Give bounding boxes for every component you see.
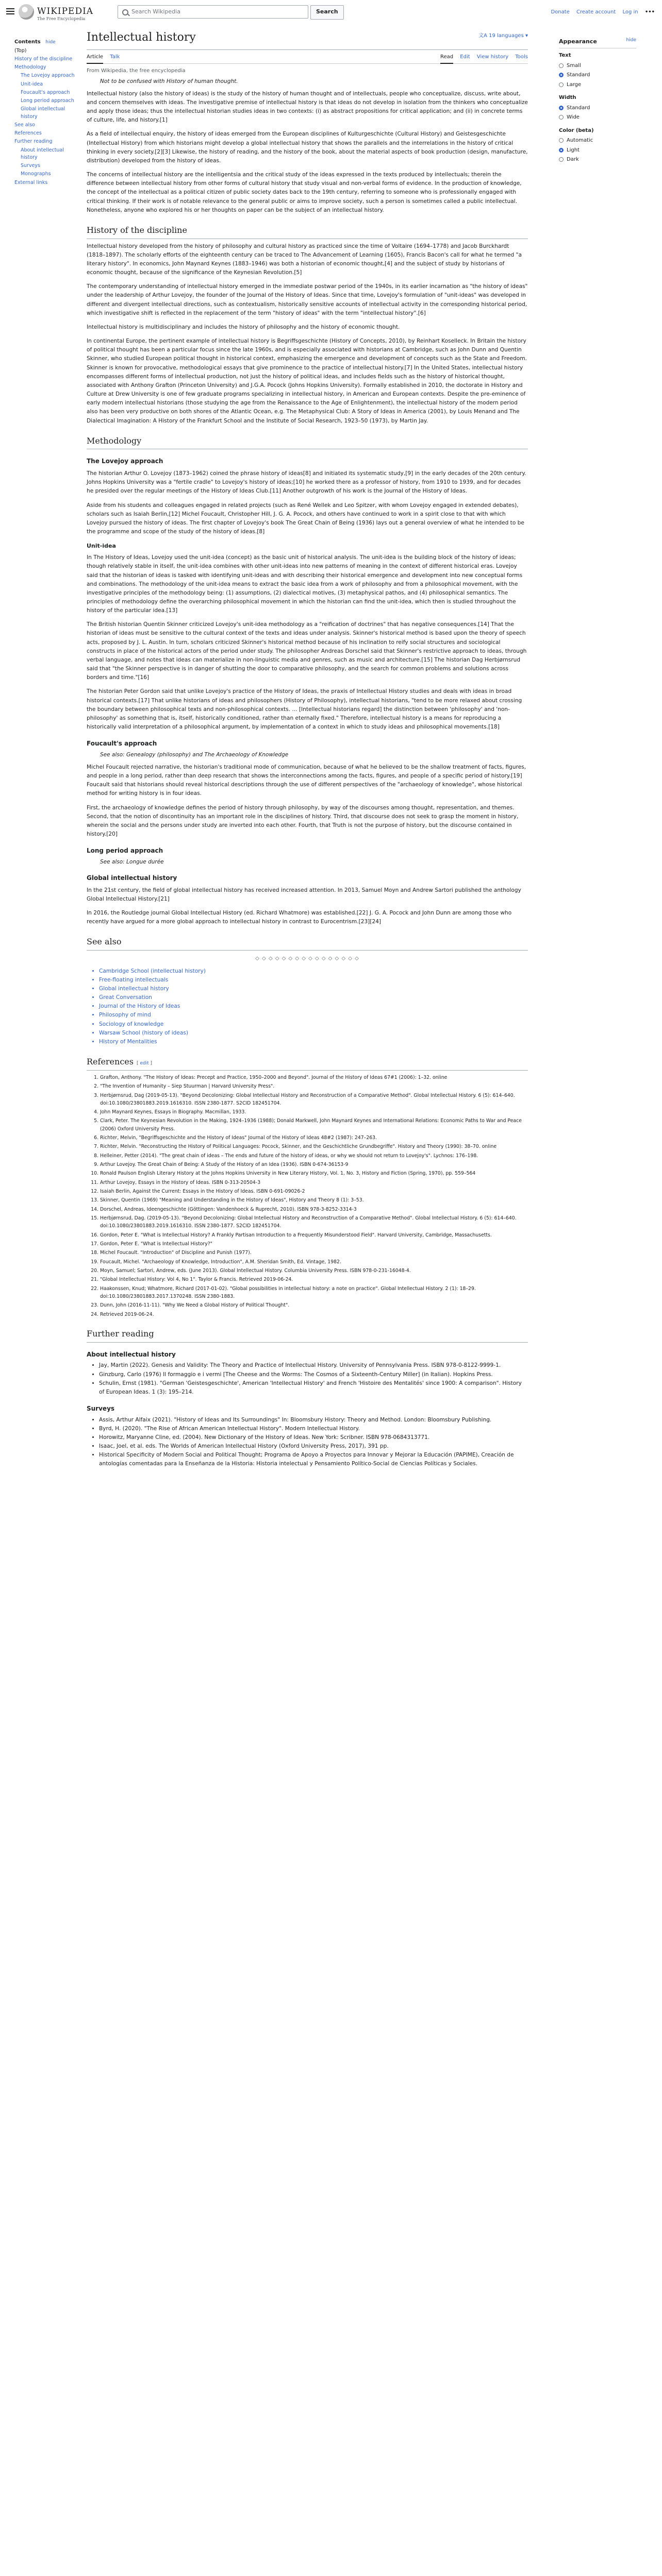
radio-icon[interactable] [559,115,564,120]
page-tabs [87,50,528,64]
reference-item: 14. Dorschel, Andreas, Ideengeschichte (Göttingen: Vandenhoeck & Ruprecht, 2010). ISBN 978-3-8252-3314-3 [100,1206,528,1213]
toc-item[interactable]: About intellectual history [21,147,64,160]
unit-idea-paragraph: In The History of Ideas, Lovejoy used the unit-idea (concept) as the basic unit of historical analysis. The unit-idea is the building block of the history of ideas; though relatively stable in itself, the unit-idea combines with other unit-ideas into new patterns of meaning in the context of different historical eras. Lovejoy said that the historian of ideas is tasked with identifying unit-ideas and with describing their historical emergence and development into new conceptual forms and combinations. The methodology of the unit-idea means to extract the basic idea from a work of philosophy and from a philosophical movement, with the investigative principles of the methodology being: (1) assumptions, (2) dialectical motives, (3) metaphysical pathos, and (4) philosophical semantics. The principles of methodology define the overarching philosophical movement in which the historian can find the unit-idea, which then is studied throughout the history of the particular idea.[13] [87,554,523,614]
see-also-item[interactable]: • Cambridge School (intellectual history) [99,967,528,976]
search-placeholder: Search Wikipedia [131,8,180,15]
see-also-item[interactable]: • Free-floating intellectuals [99,976,528,985]
appearance-option[interactable] [559,71,636,79]
reference-item: 20. Moyn, Samuel; Sartori, Andrew, eds. (June 2013). Global Intellectual History. Columbia University Press. ISBN 978-0-231-16048-4. [100,1267,528,1275]
reference-item: 21. "Global Intellectual History: Vol 4, No 1". Taylor & Francis. Retrieved 2019-06-24. [100,1276,528,1283]
appearance-group [559,52,636,89]
main-menu-icon[interactable] [6,8,14,14]
further-reading-item: • Jay, Martin (2022). Genesis and Validity: The Theory and Practice of Intellectual History. University of Pennsylvania Press. ISBN 978-0-8122-9999-1. [99,1361,528,1370]
reference-item: 23. Dunn, John (2016-11-11). "Why We Need a Global History of Political Thought". [100,1301,528,1309]
appearance-option-label: Standard [567,72,590,78]
reference-item: 17. Gordon, Peter E. "What is Intellectual History?" [100,1240,528,1248]
appearance-option[interactable] [559,146,636,155]
wikipedia-logo[interactable] [19,4,34,20]
wikipedia-wordmark[interactable]: WIKIPEDIA [37,6,94,16]
appearance-option[interactable] [559,62,636,70]
more-options-icon[interactable]: ••• [644,9,655,15]
surveys-list [87,1416,528,1469]
radio-icon[interactable] [559,63,564,68]
appearance-group-label: Width [559,95,576,101]
reference-item: 9. Arthur Lovejoy. The Great Chain of Being: A Study of the History of an Idea (1936). ISBN 0-674-36153-9 [100,1161,528,1168]
toc-item[interactable]: (Top) [14,47,27,54]
further-reading-item: • Assis, Arthur Alfaix (2021). "History of Ideas and Its Surroundings" In: Bloomsbury History: Theory and Method. London: Bloomsbury Publishing. [99,1416,528,1425]
lead-paragraph: The concerns of intellectual history are the intelligentsia and the critical study of the ideas expressed in the texts produced by intellectuals; therein the difference between intellectual history from other forms of cultural history that study visual and non-verbal forms of evidence. In the production of knowledge, the concept of the intellectual as a political citizen of public society dates back to the 19th century, referring to someone who is professionally engaged with critical thinking. If their work is of notable relevance to the general public or aims to improve society, such a person is sometimes called a public intellectual. Nonetheless, anyone who explored his or her thoughts on paper can be the subject of an intellectual history. [87,172,522,213]
further-reading-item: • Historical Specificity of Modern Social and Political Thought; Programa de Apoyo a Proyectos para Innovar y Mejorar la Educación (PAPIME), Creación de antologías comentadas para la Enseñanza de la Historia: Historia intelectual y Pensamiento Político-Social de Ciencias Políticas y Sociales. [99,1451,528,1468]
see-also-item[interactable]: • Sociology of knowledge [99,1020,528,1029]
tab-read[interactable]: Read [440,50,453,64]
subsection-heading-long-period: Long period approach [87,847,163,855]
lead-paragraph: As a field of intellectual enquiry, the history of ideas emerged from the European disciplines of Kulturgeschichte (Cultural History) and Geistesgeschichte (Intellectual History) from which historians might develop a global intellectual history that shows the parallels and the interrelations in the history of critical thinking in every society.[2][3] Likewise, the history of reading, and the history of the book, about the material aspects of book production (design, manufacture, distribution) developed from the history of ideas. [87,131,528,164]
history-paragraph: The contemporary understanding of intellectual history emerged in the immediate postwar period of the 1940s, in its earlier incarnation as "the history of ideas" under the leadership of Arthur Lovejoy, the founder of the Journal of the History of Ideas. Since that time, Lovejoy's formulation of "unit-ideas" was developed in different and divergent intellectual directions, such as contextualism, historically sensitive accounts of intellectual activity in the corresponding historical period, which investigative shift is reflected in the replacement of the term "history of ideas" with the term "intellectual history".[6] [87,283,528,316]
subsection-heading-about: About intellectual history [87,1350,176,1358]
appearance-group-label: Color (beta) [559,127,594,133]
appearance-option[interactable] [559,104,636,112]
further-reading-item: • Isaac, Joel, et al. eds. The Worlds of American Intellectual History (Oxford University Press, 2017), 391 pp. [99,1442,528,1451]
language-button[interactable]: 文A 19 languages ▾ [478,33,528,39]
radio-icon[interactable] [559,138,564,143]
toc-item[interactable]: Foucault's approach [21,89,70,95]
tab-edit[interactable]: Edit [460,54,470,60]
appearance-option-label: Dark [567,157,579,163]
reference-item: 3. Herbjørnsrud, Dag (2019-05-13). "Beyond Decolonizing: Global Intellectual History and Reconstruction of a Comparative Method". Global Intellectual History. 6 (5): 614–640. doi:10.1080/23801883.2019.1616310. ISSN 2380-1877. S2CID 182451704. [100,1092,528,1108]
radio-icon[interactable] [559,157,564,162]
create-account-link[interactable]: Create account [576,9,616,15]
about-list [87,1361,528,1397]
reference-item: 8. Helleiner, Petter (2014). "The great chain of ideas – The ends and future of the history of ideas, or why we should not return to Lovejoy's". Lychnos: 176–198. [100,1152,528,1160]
further-reading-item: • Schulin, Ernst (1981). "German 'Geistesgeschichte', American 'Intellectual History' and French 'Histoire des Mentalités' since 1900: A comparison". History of European Ideas. 1 (3): 195–214. [99,1379,528,1397]
subsection-heading-surveys: Surveys [87,1405,115,1413]
appearance-option-label: Light [567,147,580,153]
toc-hide-button[interactable]: hide [45,40,56,45]
reference-item: 10. Ronald Paulson English Literary History at the Johns Hopkins University in New Literary History, Vol. 1, No. 3, History and Fiction (Spring, 1970), pp. 559–564 [100,1170,528,1177]
reference-item: 5. Clark, Peter. The Keynesian Revolution in the Making, 1924–1936 (1988); Donald Markwell, John Maynard Keynes and International Relations: Economic Paths to War and Peace (2006) Oxford University Press. [100,1117,528,1133]
radio-icon[interactable] [559,148,564,152]
see-also-item[interactable]: • Warsaw School (history of ideas) [99,1029,528,1038]
subsection-heading-global: Global intellectual history [87,874,177,882]
reference-item: 7. Richter, Melvin. "Reconstructing the History of Political Languages: Pocock, Skinner, and the Geschichtliche Grundbegriffe". History and Theory (1990): 38–70. online [100,1143,528,1150]
reference-item: 4. John Maynard Keynes, Essays in Biography. Macmillan, 1933. [100,1108,528,1116]
page-title: Intellectual history [87,27,528,50]
further-reading-item: • Ginzburg, Carlo (1976) Il formaggio e i vermi [The Cheese and the Worms: The Cosmos of a Sixteenth-Century Miller] (in Italian). Hopkins Press. [99,1370,528,1379]
section-heading-methodology: Methodology [87,435,528,450]
subsection-heading-unit-idea: Unit-idea [87,543,116,550]
section-heading-further-reading: Further reading [87,1328,528,1343]
see-also-item[interactable]: • Philosophy of mind [99,1011,528,1020]
references-edit-link[interactable]: edit [140,1061,149,1066]
toc-item[interactable]: Further reading [14,139,53,145]
main-content [87,27,528,1473]
site-header [0,0,662,26]
toc-item[interactable]: See also [14,122,35,128]
section-heading-history: History of the discipline [87,224,528,239]
wikipedia-tagline: The Free Encyclopedia [37,16,86,21]
see-also-item[interactable]: • Journal of the History of Ideas [99,1002,528,1011]
toc-item[interactable]: The Lovejoy approach [21,73,75,79]
global-paragraph: In the 21st century, the field of global intellectual history has received increased attention. In 2013, Samuel Moyn and Andrew Sartori published the anthology Global Intellectual History.[21] [87,887,521,902]
references-list [87,1074,528,1318]
reference-item: 13. Skinner, Quentin (1969) "Meaning and Understanding in the History of Ideas", History and Theory 8 (1): 3–53. [100,1196,528,1204]
from-wikipedia: From Wikipedia, the free encyclopedia [87,68,186,74]
toc-title: Contents hide [14,39,56,45]
toc-item[interactable]: External links [14,179,48,185]
appearance-group [559,94,636,122]
see-also-item[interactable]: • Great Conversation [99,993,528,1002]
appearance-option[interactable] [559,137,636,145]
reference-item: 22. Haakonssen, Knud; Whatmore, Richard (2017-01-02). "Global possibilities in intellectual history: a note on practice". Global Intellectual History. 2 (1): 18–29. doi:10.1080/23801883.2017.1370248. ISSN 2380-1883. [100,1285,528,1301]
toc-item[interactable]: Unit-idea [21,81,43,87]
toc-item[interactable]: Global intellectual history [21,106,65,120]
appearance-option-label: Automatic [567,138,593,144]
appearance-group [559,127,636,164]
radio-icon[interactable] [559,73,564,77]
appearance-hide-button[interactable]: hide [626,38,636,43]
reference-item: 1. Grafton, Anthony. "The History of Ideas: Precept and Practice, 1950–2000 and Beyond". Journal of the History of Ideas 67#1 (2006): 1–32. online [100,1074,528,1081]
toc-item[interactable]: Monographs [21,171,51,177]
tab-tools[interactable]: Tools [515,54,528,60]
history-paragraph: In continental Europe, the pertinent example of intellectual history is Begriffsgeschichte (History of Concepts, 2010), by Reinhart Koselleck. In Britain the history of political thought has been a particular focus since the late 1960s, and is especially associated with historians at Cambridge, such as John Dunn and Quentin Skinner, who studied European political thought in historical context, emphasizing the emergence and development of concepts such as the State and Freedom. Skinner is known for provocative, methodological essays that give prominence to the practice of intellectual history.[7] In the United States, intellectual history encompasses different forms of intellectual production, not just the history of political ideas, and includes fields such as the history of historical thought, associated with Anthony Grafton (Princeton University) and J.G.A. Pocock (Johns Hopkins University). Formally established in 2010, the doctorate in History and Culture at Drew University is one of few graduate programs specializing in intellectual history, in American and European contexts. Despite the pre-eminence of early modern intellectual historians (those studying the age from the Renaissance to the Age of Enlightenment), the intellectual history of the modern period also has been very productive on both shores of the Atlantic Ocean, e.g. The Metaphysical Club: A Story of Ideas in America (2001), by Louis Menand and The Dialectical Imagination: A History of the Frankfurt School and the Institute of Social Research, 1923–50 (1973), by Martin Jay. [87,338,527,424]
search-input[interactable] [118,5,308,19]
lovejoy-paragraph: The historian Arthur O. Lovejoy (1873–1962) coined the phrase history of ideas[8] and initiated its systematic study,[9] in the early decades of the 20th century. Johns Hopkins University was a "fertile cradle" to Lovejoy's history of ideas;[10] he worked there as a professor of history, from 1910 to 1939, and for decades he presided over the regular meetings of the History of Ideas Club.[11] Another outgrowth of his work is the Journal of the History of Ideas. [87,470,526,495]
user-links [545,8,655,16]
appearance-option[interactable] [559,113,636,122]
global-paragraph: In 2016, the Routledge journal Global Intellectual History (ed. Richard Whatmore) was established.[22] J. G. A. Pocock and John Dunn are among those who recently have argued for a more global approach to intellectual history in contrast to Eurocentrism.[23][24] [87,910,512,925]
search-icon [122,9,128,15]
table-of-contents [14,37,75,188]
history-paragraph: Intellectual history is multidisciplinary and includes the history of philosophy and the history of economic thought. [87,324,400,330]
reference-item: 11. Arthur Lovejoy, Essays in the History of Ideas. ISBN 0-313-20504-3 [100,1179,528,1187]
section-heading-see-also: See also [87,936,528,951]
subsection-heading-lovejoy: The Lovejoy approach [87,457,163,465]
toc-item[interactable]: Methodology [14,64,46,70]
foucault-see-also[interactable]: See also: Genealogy (philosophy) and The Archaeology of Knowledge [100,751,289,758]
radio-icon[interactable] [559,106,564,110]
long-period-see-also[interactable]: See also: Longue durée [100,858,164,865]
see-also-list [87,967,528,1046]
history-paragraph: Intellectual history developed from the history of philosophy and cultural history as practiced since the time of Voltaire (1694–1778) and Jacob Burckhardt (1818–1897). The scholarly efforts of the eighteenth century can be traced to The Advancement of Learning (1605), Francis Bacon's call for what he termed "a literary history". In economics, John Maynard Keynes (1883–1946) was both a historian of economic thought,[4] and the subject of study by historians of economic thought, because of the significance of the Keynesian Revolution.[5] [87,243,522,276]
appearance-title: hide Appearance [559,37,636,48]
appearance-option-label: Large [567,81,582,88]
appearance-option-label: Wide [567,114,580,121]
radio-icon[interactable] [559,82,564,87]
appearance-option-label: Standard [567,105,590,111]
section-heading-references: References [ edit ] [87,1056,528,1071]
further-reading-item: • Horowitz, Maryanne Cline, ed. (2004). New Dictionary of the History of Ideas. New York: Scribner. ISBN 978-0684313771. [99,1433,528,1442]
toc-item[interactable]: Surveys [21,163,40,168]
appearance-option[interactable] [559,156,636,164]
foucault-paragraph: First, the archaeology of knowledge defines the period of history through philosophy, by way of the discourses among thought, representation, and themes. Second, that the notion of discontinuity has an important role in the disciplines of history. Third, that discourse does not seek to grasp the moment in history, wherein the social and the persons under study are inverted into each other. Fourth, that Truth is not the purpose of history, but the discourse contained in history.[20] [87,804,519,838]
reference-item: 24. Retrieved 2019-06-24. [100,1311,528,1318]
appearance-option[interactable] [559,81,636,89]
unit-idea-paragraph: The historian Peter Gordon said that unlike Lovejoy's practice of the History of Ideas, the praxis of Intellectual History studies and deals with ideas in broad historical contexts.[17] That unlike historians of ideas and philosophers (History of Philosophy), intellectual historians, "tend to be more relaxed about crossing the boundary between philosophical texts and non-philosophical contexts. ... [Intellectual historians regard] the distinction between 'philosophy' and 'non-philosophy' as something that is, itself, historically conditioned, rather than eternally fixed." Therefore, intellectual history is a means for reproducing a historically valid interpretation of a philosophical argument, by implementation of a context in which to study ideas and philosophical movements.[18] [87,688,522,730]
donate-link[interactable]: Donate [551,9,570,15]
portal-bar[interactable]: ◇ ◇ ◇ ◇ ◇ ◇ ◇ ◇ ◇ ◇ ◇ ◇ ◇ ◇ ◇ ◇ [255,956,359,962]
lead-paragraph: Intellectual history (also the history of ideas) is the study of the history of human thought and of intellectuals, people who conceptualize, discuss, write about, and concern themselves with ideas. The investigative premise of intellectual history is that ideas do not develop in isolation from the thinkers who conceptualize and apply those ideas; thus the intellectual historian studies ideas in two contexts: (i) as abstract propositions for critical application; and (ii) in concrete terms of culture, life, and history.[1] [87,90,528,124]
tab-view-history[interactable]: View history [476,54,509,60]
reference-item: 6. Richter, Melvin, "Begriffsgeschichte and the History of Ideas" Journal of the History of Ideas 48#2 (1987): 247–263. [100,1134,528,1142]
search-button[interactable]: Search [310,5,344,20]
toc-item[interactable]: Long period approach [21,98,74,104]
reference-item: 12. Isaiah Berlin, Against the Current: Essays in the History of Ideas. ISBN 0-691-09026-2 [100,1188,528,1195]
appearance-option-label: Small [567,62,581,69]
login-link[interactable]: Log in [622,9,638,15]
lovejoy-paragraph: Aside from his students and colleagues engaged in related projects (such as René Wellek and Leo Spitzer, with whom Lovejoy engaged in extended debates), scholars such as Isaiah Berlin,[12] Michel Foucault, Christopher Hill, J. G. A. Pocock, and others have continued to work in a spirit close to that with which Lovejoy pursued the history of ideas. The first chapter of Lovejoy's book The Great Chain of Being (1936) lays out a general overview of what he intended to be the programme and scope of the study of the history of ideas.[8] [87,502,524,535]
reference-item: 18. Michel Foucault. "Introduction" of Discipline and Punish (1977). [100,1249,528,1257]
subsection-heading-foucault: Foucault's approach [87,740,157,748]
toc-item[interactable]: References [14,130,42,136]
hatnote: Not to be confused with History of human thought. [100,78,238,84]
foucault-paragraph: Michel Foucault rejected narrative, the historian's traditional mode of communication, because of what he believed to be the shallow treatment of facts, figures, and people in a long period, rather than deep research that shows the interconnections among the facts, figures, and people of a specific period of history.[19] Foucault said that historians should reveal historical descriptions through the use of different perspectives of the "archaeology of knowledge", whose historical method for writing history is in four ideas. [87,764,526,797]
reference-item: 2. "The Invention of Humanity – Siep Stuurman | Harvard University Press". [100,1082,528,1090]
tab-talk[interactable]: Talk [110,54,120,60]
see-also-item[interactable]: • Global intellectual history [99,985,528,993]
appearance-group-label: Text [559,53,571,59]
reference-item: 19. Foucault, Michel. "Archaeology of Knowledge, Introduction", A.M. Sheridan Smith, Ed. Vintage, 1982. [100,1258,528,1266]
further-reading-item: • Byrd, H. (2020). "The Rise of African American Intellectual History". Modern Intellectual History. [99,1425,528,1433]
see-also-item[interactable]: • History of Mentalities [99,1038,528,1046]
toc-item[interactable]: History of the discipline [14,56,73,62]
appearance-panel [559,37,636,169]
unit-idea-paragraph: The British historian Quentin Skinner criticized Lovejoy's unit-idea methodology as a "reification of doctrines" that has negative consequences.[14] That the historian of ideas must be sensitive to the cultural context of the texts and ideas under analysis. Skinner's historical method is based upon the theory of speech acts, proposed by J. L. Austin. In turn, scholars criticized Skinner's historical method because of his inclination to reify social structures and sociological constructs in place of the historical actors of the period under study. The philosopher Andreas Dorschel said that Skinner's restrictive approach to ideas, through verbal language, and notes that ideas can materialize in non-linguistic media and genres, such as music and architecture.[15] The historian Dag Herbjørnsrud said that "the Skinner perspective is in danger of shutting the door to comparative philosophy, and the search for common problems and solutions across borders and time."[16] [87,621,527,681]
tab-article[interactable]: Article [87,50,103,64]
reference-item: 16. Gordon, Peter E. "What is Intellectual History? A Frankly Partisan Introduction to a Frequently Misunderstood Field". Harvard University, Cambridge, Massachusetts. [100,1231,528,1239]
reference-item: 15. Herbjørnsrud, Dag. (2019-05-13). "Beyond Decolonizing: Global Intellectual History and Reconstruction of a Comparative Method". Global Intellectual History. 6 (5): 614–640. doi:10.1080/23801883.2019.1616310. ISSN 2380-1877. S2CID 182451704. [100,1214,528,1230]
